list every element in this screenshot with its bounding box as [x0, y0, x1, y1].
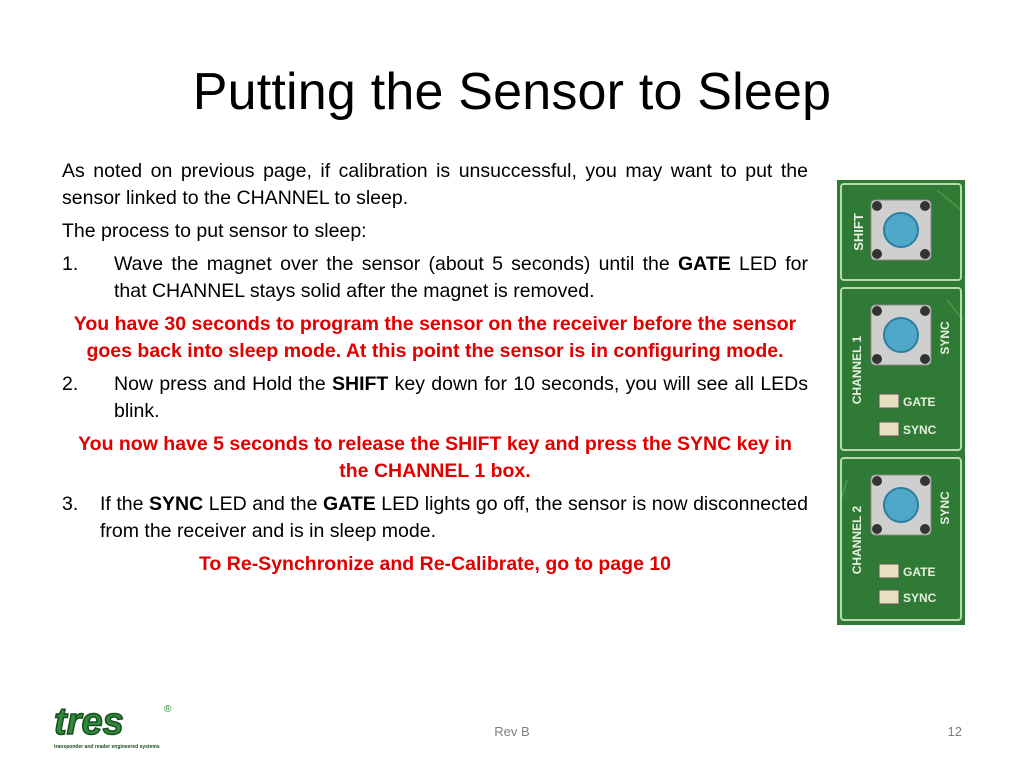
step-2-bold: SHIFT	[331, 373, 389, 395]
step-2-number: 2.	[62, 373, 79, 395]
shift-label: SHIFT	[851, 213, 866, 251]
step-2-pre: Now press and Hold the	[114, 373, 332, 395]
process-intro: The process to put sensor to sleep:	[62, 220, 367, 242]
note-resync: To Re-Synchronize and Re-Calibrate, go to page 10	[198, 553, 672, 575]
channel-2-sync-button	[871, 475, 931, 535]
step-1-bold: GATE	[678, 253, 731, 275]
step-3-mid: LED and the	[203, 493, 324, 515]
channel-2-sync-label: SYNC	[938, 491, 952, 525]
footer-revision: Rev B	[494, 724, 530, 739]
channel-2-label: CHANNEL 2	[850, 505, 864, 575]
step-3-text	[100, 491, 808, 545]
channel-2-led-sync-label: SYNC	[903, 591, 937, 605]
channel-1-led-sync-label: SYNC	[903, 423, 937, 437]
logo-registered-mark: ®	[164, 704, 172, 715]
note-5-seconds: You now have 5 seconds to release the SHIFT key and press the SYNC key in the CHANNEL 1 box.	[78, 433, 792, 482]
step-2-post: key down for 10 seconds, you will see all LEDs blink.	[114, 373, 808, 422]
step-3-post: LED lights go off, the sensor is now disconnected from the receiver and is in sleep mode.	[100, 493, 808, 542]
step-3-pre: If the	[100, 493, 150, 515]
channel-2-sync-led	[879, 590, 899, 604]
step-3-bold-sync: SYNC	[149, 493, 204, 515]
step-3	[62, 491, 808, 545]
step-3-bold-gate: GATE	[323, 493, 376, 515]
slide-body	[62, 158, 808, 584]
step-1-pre: Wave the magnet over the sensor (about 5 seconds) until the	[114, 253, 679, 275]
tres-logo	[52, 698, 182, 754]
footer-page-number: 12	[947, 724, 962, 739]
step-2	[62, 371, 808, 425]
channel-1-sync-led	[879, 422, 899, 436]
step-3-number: 3.	[62, 493, 79, 515]
channel-1-label: CHANNEL 1	[850, 335, 864, 405]
note-30-seconds: You have 30 seconds to program the sensor on the receiver before the sensor goes back into sleep mode. At this point the sensor is in configuring mode.	[73, 313, 797, 362]
logo-tagline: transponder and reader engineered systems	[54, 744, 160, 750]
channel-2-gate-label: GATE	[903, 565, 936, 579]
step-1-post: LED for that CHANNEL stays solid after the magnet is removed.	[114, 253, 808, 302]
channel-1-gate-label: GATE	[903, 395, 936, 409]
step-1-text	[114, 251, 808, 305]
channel-2-gate-led	[879, 564, 899, 578]
logo-wordmark: tres	[54, 701, 124, 743]
circuit-board-photo	[837, 180, 965, 625]
channel-1-gate-led	[879, 394, 899, 408]
channel-1-sync-button	[871, 305, 931, 365]
slide-title: Putting the Sensor to Sleep	[192, 63, 832, 121]
channel-1-sync-label: SYNC	[938, 321, 952, 355]
shift-button	[871, 200, 931, 260]
step-2-text	[114, 371, 808, 425]
intro-paragraph: As noted on previous page, if calibration is unsuccessful, you may want to put the sensor linked to the CHANNEL to sleep.	[62, 160, 808, 209]
step-1	[62, 251, 808, 305]
step-1-number: 1.	[62, 253, 79, 275]
